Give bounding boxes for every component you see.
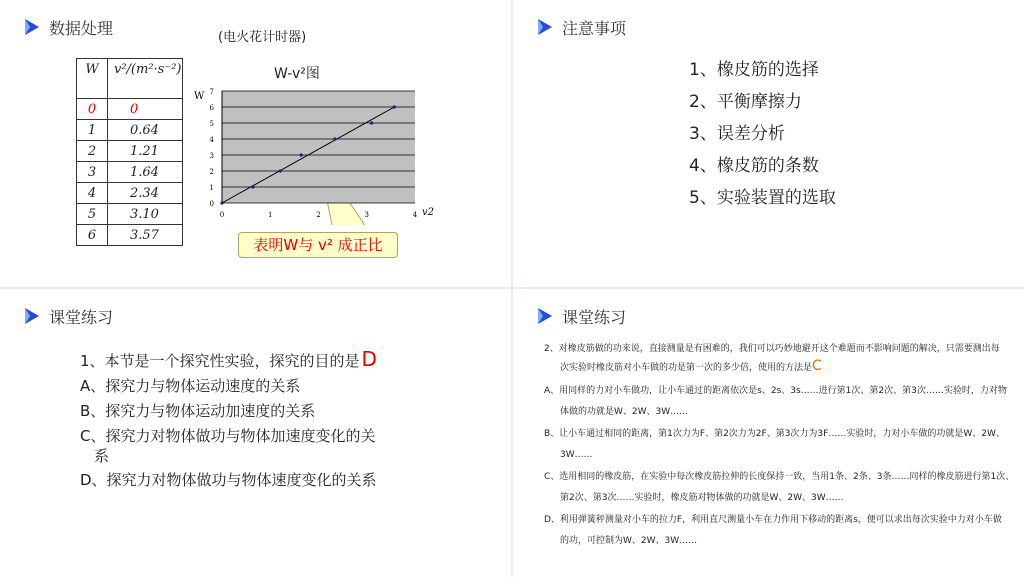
cell-w: 0 <box>77 99 108 120</box>
cell-v2: 0.64 <box>108 120 183 141</box>
table-row <box>77 99 183 120</box>
option-d: D、探究力对物体做功与物体速度变化的关系 <box>80 471 377 489</box>
table-header-w: W <box>77 59 108 99</box>
section-marker-icon <box>536 307 554 325</box>
question-stem <box>80 347 377 371</box>
x-tick-label: 1 <box>268 211 273 219</box>
cell-v2: 2.34 <box>108 183 183 204</box>
plot-area <box>222 91 415 203</box>
data-point <box>279 169 282 172</box>
list-item: 5、实验装置的选取 <box>689 188 836 208</box>
data-point <box>370 121 373 124</box>
option-b-line1: B、让小车通过相同的距离，第1次力为F、第2次力为2F、第3次力为3F……实验时，力对小车做的功就是W、2W、 <box>544 429 1005 439</box>
y-tick-label: 5 <box>209 120 214 128</box>
y-tick-label: 7 <box>209 88 214 96</box>
y-tick-label: 4 <box>209 136 214 144</box>
data-point <box>333 137 336 140</box>
slide-title: 课堂练习 <box>562 308 627 327</box>
option-a-line1: A、用同样的力对小车做功，让小车通过的距离依次是s、2s、3s……进行第1次、第2次、第3次……实验时，力对物 <box>544 386 1007 396</box>
list-item: 2、平衡摩擦力 <box>689 92 802 112</box>
y-tick-label: 0 <box>209 200 214 208</box>
question-line2 <box>560 360 822 374</box>
x-tick-label: 3 <box>364 211 369 219</box>
section-marker-icon <box>23 307 41 325</box>
option-d-line1: D、利用弹簧秤测量对小车的拉力F，利用直尺测量小车在力作用下移动的距离s，便可以求出每次实验中力对小车做 <box>544 515 1002 525</box>
option-b-line2: 3W…… <box>560 450 593 460</box>
option-a: A、探究力与物体运动速度的关系 <box>80 377 301 395</box>
list-item: 3、误差分析 <box>689 124 785 144</box>
notes-list <box>689 59 836 219</box>
question-text: 次实验时橡皮筋对小车做的功是第一次的多少倍，使用的方法是 <box>560 363 813 373</box>
cell-v2: 0 <box>108 99 183 120</box>
x-tick-label: 4 <box>412 211 418 219</box>
y-axis-label: W <box>194 91 205 102</box>
timer-label: (电火花计时器) <box>218 30 307 45</box>
table-row <box>77 162 183 183</box>
data-table <box>76 58 183 246</box>
slide-exercise-1 <box>0 289 511 577</box>
option-d-line2: 的功，可控制为W、2W、3W…… <box>560 536 698 546</box>
w-v2-chart <box>190 85 450 225</box>
cell-w: 5 <box>77 204 108 225</box>
section-marker-icon <box>536 18 554 36</box>
conclusion-callout: 表明W与 v² 成正比 <box>238 232 398 258</box>
y-tick-label: 1 <box>209 184 214 192</box>
cell-w: 3 <box>77 162 108 183</box>
y-tick-label: 2 <box>209 168 214 176</box>
table-header-v2: v²/(m²·s⁻²) <box>108 59 183 99</box>
option-a-line2: 体做的功就是W、2W、3W…… <box>560 407 689 417</box>
option-c-line2: 系 <box>94 447 110 465</box>
question-line1: 2、对橡皮筋做的功来说，直接测量是有困难的，我们可以巧妙地避开这个难题而不影响问题的解决，只需要测出每 <box>544 344 1000 354</box>
option-b: B、探究力与物体运动加速度的关系 <box>80 402 316 420</box>
option-c-line1: C、探究力对物体做功与物体加速度变化的关 <box>80 427 376 445</box>
answer-mark: C <box>812 358 822 374</box>
slide-title: 课堂练习 <box>49 308 114 327</box>
cell-v2: 3.10 <box>108 204 183 225</box>
data-point <box>220 201 223 204</box>
section-marker-icon <box>23 18 41 36</box>
list-item: 4、橡皮筋的条数 <box>689 156 819 176</box>
cell-v2: 3.57 <box>108 225 183 246</box>
cell-w: 1 <box>77 120 108 141</box>
table-row <box>77 225 183 246</box>
x-tick-label: 2 <box>316 211 321 219</box>
cell-v2: 1.64 <box>108 162 183 183</box>
data-point <box>251 185 254 188</box>
slide-title: 数据处理 <box>49 19 114 38</box>
slide-exercise-2 <box>513 289 1024 577</box>
chart-title: W-v²图 <box>274 66 320 82</box>
x-axis-label: v2 <box>422 207 435 218</box>
cell-w: 4 <box>77 183 108 204</box>
y-tick-label: 6 <box>209 104 214 112</box>
answer-mark: D <box>361 347 377 371</box>
cell-w: 2 <box>77 141 108 162</box>
table-row <box>77 204 183 225</box>
cell-v2: 1.21 <box>108 141 183 162</box>
option-c-line1: C、选用相同的橡皮筋，在实验中每次橡皮筋拉伸的长度保持一致，当用1条、2条、3条……同样的橡皮筋进行第1次、 <box>544 472 1015 482</box>
slide-title: 注意事项 <box>562 19 627 38</box>
table-row <box>77 141 183 162</box>
table-row <box>77 183 183 204</box>
table-row <box>77 120 183 141</box>
cell-w: 6 <box>77 225 108 246</box>
slide-data-processing <box>0 0 511 287</box>
y-tick-label: 3 <box>209 152 214 160</box>
list-item: 1、橡皮筋的选择 <box>689 60 819 80</box>
x-tick-label: 0 <box>219 211 225 219</box>
data-point <box>300 153 303 156</box>
data-point <box>393 105 396 108</box>
option-c-line2: 第2次、第3次……实验时，橡皮筋对物体做的功就是W、2W、3W…… <box>560 493 844 503</box>
question-text: 1、本节是一个探究性实验，探究的目的是 <box>80 352 360 370</box>
